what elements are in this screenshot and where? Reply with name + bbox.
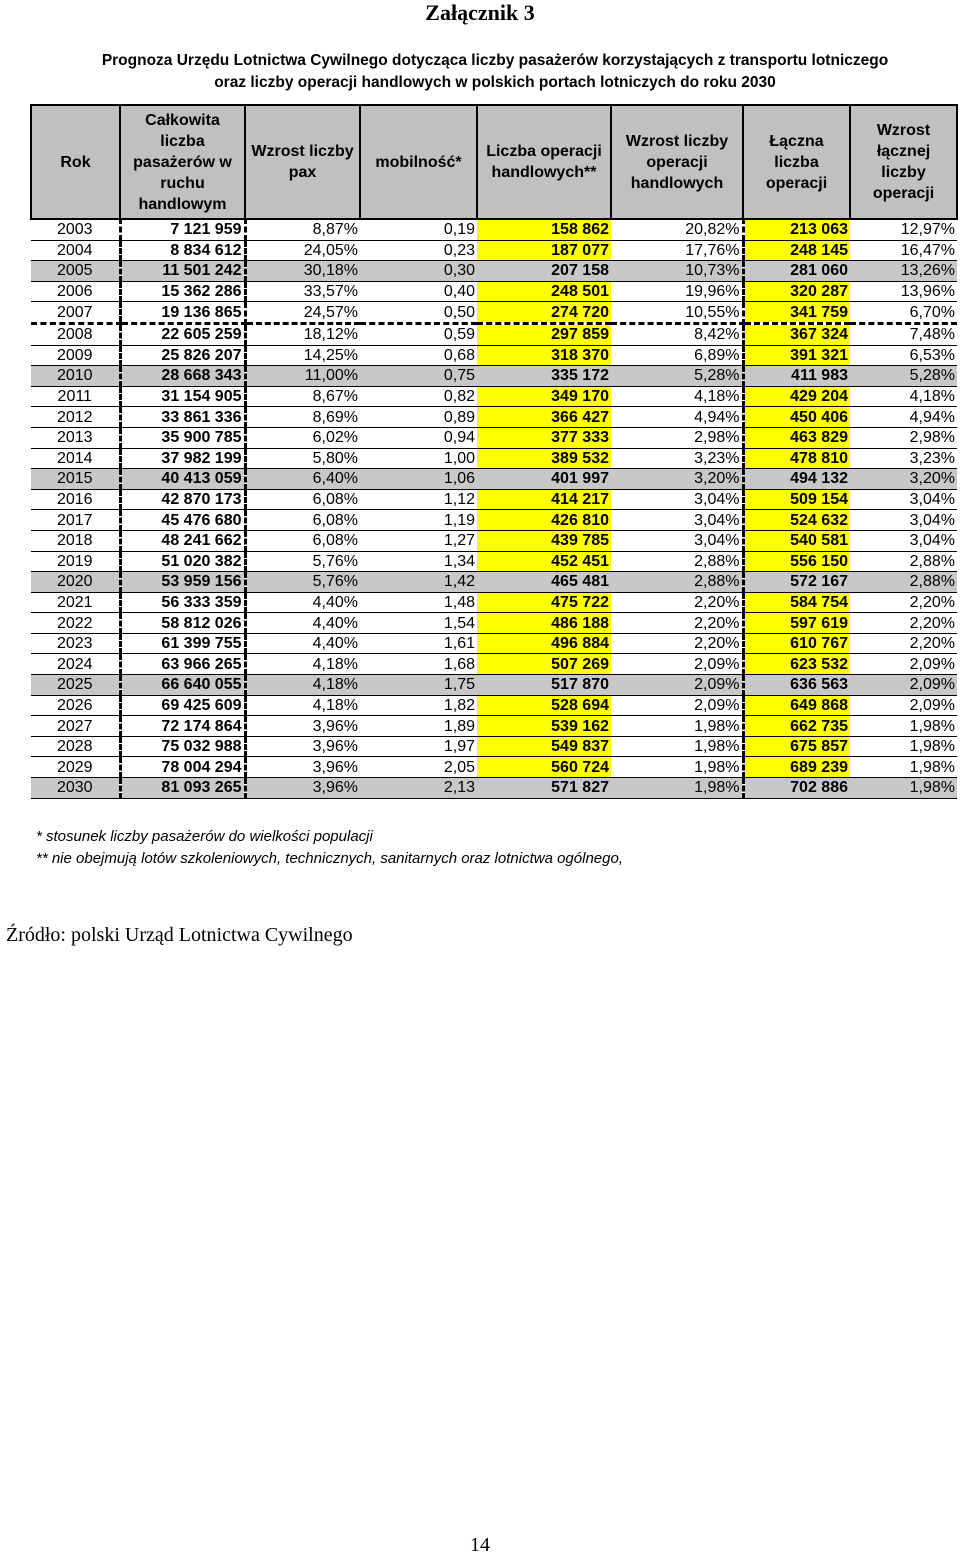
cell-ops-growth: 2,20% [611, 633, 743, 654]
cell-total-ops-growth: 2,09% [850, 675, 957, 696]
cell-total-ops: 213 063 [743, 219, 850, 240]
cell-total-ops: 463 829 [743, 427, 850, 448]
table-row [31, 427, 957, 448]
cell-passengers: 35 900 785 [120, 427, 245, 448]
cell-total-ops-growth: 7,48% [850, 323, 957, 345]
cell-commercial-ops: 414 217 [477, 489, 611, 510]
cell-pax-growth: 6,40% [245, 469, 360, 490]
cell-year: 2024 [31, 654, 120, 675]
cell-commercial-ops: 335 172 [477, 366, 611, 387]
table-row [31, 489, 957, 510]
cell-commercial-ops: 187 077 [477, 240, 611, 261]
cell-passengers: 19 136 865 [120, 302, 245, 324]
footnote-operations: ** nie obejmują lotów szkoleniowych, technicznych, sanitarnych oraz lotnictwa ogólnego, [36, 850, 623, 867]
cell-commercial-ops: 496 884 [477, 633, 611, 654]
cell-mobility: 0,94 [360, 427, 477, 448]
cell-commercial-ops: 297 859 [477, 323, 611, 345]
header-total-ops-growth: Wzrost łącznej liczby operacji [850, 105, 957, 219]
header-ops-growth: Wzrost liczby operacji handlowych [611, 105, 743, 219]
table-row [31, 530, 957, 551]
cell-mobility: 2,13 [360, 778, 477, 799]
cell-pax-growth: 5,76% [245, 551, 360, 572]
cell-total-ops-growth: 2,20% [850, 592, 957, 613]
annex-title: Załącznik 3 [425, 0, 535, 25]
cell-total-ops: 429 204 [743, 386, 850, 407]
cell-commercial-ops: 274 720 [477, 302, 611, 324]
table-row [31, 613, 957, 634]
cell-commercial-ops: 549 837 [477, 736, 611, 757]
footnote-mobility: * stosunek liczby pasażerów do wielkości populacji [36, 828, 373, 845]
cell-pax-growth: 4,18% [245, 695, 360, 716]
cell-pax-growth: 4,40% [245, 613, 360, 634]
cell-total-ops: 540 581 [743, 530, 850, 551]
cell-passengers: 7 121 959 [120, 219, 245, 240]
cell-mobility: 2,05 [360, 757, 477, 778]
cell-year: 2004 [31, 240, 120, 261]
cell-pax-growth: 18,12% [245, 323, 360, 345]
cell-pax-growth: 5,80% [245, 448, 360, 469]
cell-total-ops: 478 810 [743, 448, 850, 469]
cell-total-ops-growth: 16,47% [850, 240, 957, 261]
cell-passengers: 25 826 207 [120, 345, 245, 366]
cell-ops-growth: 20,82% [611, 219, 743, 240]
cell-pax-growth: 6,08% [245, 510, 360, 531]
cell-commercial-ops: 539 162 [477, 716, 611, 737]
table-row [31, 510, 957, 531]
cell-passengers: 75 032 988 [120, 736, 245, 757]
footnotes [36, 826, 623, 870]
cell-total-ops: 636 563 [743, 675, 850, 696]
cell-commercial-ops: 486 188 [477, 613, 611, 634]
cell-passengers: 51 020 382 [120, 551, 245, 572]
header-row [31, 105, 957, 219]
table-row [31, 675, 957, 696]
cell-total-ops-growth: 3,20% [850, 469, 957, 490]
cell-year: 2018 [31, 530, 120, 551]
cell-commercial-ops: 207 158 [477, 261, 611, 282]
cell-commercial-ops: 560 724 [477, 757, 611, 778]
cell-total-ops-growth: 12,97% [850, 219, 957, 240]
cell-year: 2006 [31, 281, 120, 302]
cell-ops-growth: 6,89% [611, 345, 743, 366]
cell-total-ops: 623 532 [743, 654, 850, 675]
cell-total-ops-growth: 1,98% [850, 736, 957, 757]
heading-line-2: oraz liczby operacji handlowych w polskich portach lotniczych do roku 2030 [214, 74, 776, 91]
cell-commercial-ops: 465 481 [477, 572, 611, 593]
cell-passengers: 63 966 265 [120, 654, 245, 675]
cell-mobility: 1,89 [360, 716, 477, 737]
cell-mobility: 1,12 [360, 489, 477, 510]
cell-pax-growth: 4,18% [245, 654, 360, 675]
cell-year: 2015 [31, 469, 120, 490]
cell-mobility: 1,27 [360, 530, 477, 551]
cell-total-ops-growth: 2,88% [850, 551, 957, 572]
cell-total-ops-growth: 2,98% [850, 427, 957, 448]
cell-ops-growth: 2,20% [611, 592, 743, 613]
cell-ops-growth: 2,20% [611, 613, 743, 634]
table-row [31, 261, 957, 282]
cell-commercial-ops: 517 870 [477, 675, 611, 696]
table-row [31, 654, 957, 675]
cell-mobility: 1,19 [360, 510, 477, 531]
cell-ops-growth: 2,88% [611, 572, 743, 593]
table-row [31, 551, 957, 572]
table-row [31, 219, 957, 240]
cell-total-ops: 450 406 [743, 407, 850, 428]
cell-year: 2011 [31, 386, 120, 407]
cell-year: 2022 [31, 613, 120, 634]
cell-ops-growth: 4,18% [611, 386, 743, 407]
cell-total-ops-growth: 2,09% [850, 654, 957, 675]
cell-commercial-ops: 507 269 [477, 654, 611, 675]
cell-total-ops: 411 983 [743, 366, 850, 387]
cell-total-ops-growth: 3,04% [850, 510, 957, 531]
cell-passengers: 37 982 199 [120, 448, 245, 469]
table-row [31, 302, 957, 324]
cell-ops-growth: 8,42% [611, 323, 743, 345]
cell-total-ops: 281 060 [743, 261, 850, 282]
cell-total-ops-growth: 6,70% [850, 302, 957, 324]
cell-ops-growth: 1,98% [611, 778, 743, 799]
cell-passengers: 66 640 055 [120, 675, 245, 696]
cell-passengers: 61 399 755 [120, 633, 245, 654]
cell-total-ops: 248 145 [743, 240, 850, 261]
cell-ops-growth: 2,98% [611, 427, 743, 448]
cell-mobility: 1,00 [360, 448, 477, 469]
cell-ops-growth: 2,09% [611, 695, 743, 716]
cell-passengers: 45 476 680 [120, 510, 245, 531]
cell-year: 2025 [31, 675, 120, 696]
cell-year: 2005 [31, 261, 120, 282]
table-row [31, 407, 957, 428]
source-line: Źródło: polski Urząd Lotnictwa Cywilnego [6, 924, 353, 946]
cell-total-ops-growth: 1,98% [850, 778, 957, 799]
cell-pax-growth: 24,57% [245, 302, 360, 324]
cell-total-ops: 702 886 [743, 778, 850, 799]
cell-passengers: 15 362 286 [120, 281, 245, 302]
cell-ops-growth: 17,76% [611, 240, 743, 261]
cell-mobility: 1,54 [360, 613, 477, 634]
table-row [31, 448, 957, 469]
cell-total-ops: 689 239 [743, 757, 850, 778]
cell-year: 2027 [31, 716, 120, 737]
table-row [31, 716, 957, 737]
cell-pax-growth: 5,76% [245, 572, 360, 593]
table-row [31, 345, 957, 366]
cell-commercial-ops: 349 170 [477, 386, 611, 407]
cell-ops-growth: 2,88% [611, 551, 743, 572]
cell-commercial-ops: 401 997 [477, 469, 611, 490]
cell-mobility: 0,89 [360, 407, 477, 428]
cell-total-ops: 320 287 [743, 281, 850, 302]
cell-mobility: 1,34 [360, 551, 477, 572]
table-row [31, 736, 957, 757]
cell-ops-growth: 2,09% [611, 675, 743, 696]
cell-ops-growth: 1,98% [611, 736, 743, 757]
cell-pax-growth: 3,96% [245, 736, 360, 757]
cell-total-ops: 509 154 [743, 489, 850, 510]
header-commercial-ops: Liczba operacji handlowych** [477, 105, 611, 219]
table-row [31, 386, 957, 407]
cell-year: 2030 [31, 778, 120, 799]
table-row [31, 469, 957, 490]
header-mobility: mobilność* [360, 105, 477, 219]
cell-pax-growth: 4,40% [245, 633, 360, 654]
cell-pax-growth: 3,96% [245, 757, 360, 778]
cell-commercial-ops: 426 810 [477, 510, 611, 531]
heading-line-1: Prognoza Urzędu Lotnictwa Cywilnego dotycząca liczby pasażerów korzystających z transportu lotniczego [101, 52, 889, 69]
cell-mobility: 1,48 [360, 592, 477, 613]
cell-commercial-ops: 389 532 [477, 448, 611, 469]
cell-ops-growth: 3,04% [611, 489, 743, 510]
cell-year: 2029 [31, 757, 120, 778]
cell-commercial-ops: 158 862 [477, 219, 611, 240]
cell-pax-growth: 4,40% [245, 592, 360, 613]
cell-pax-growth: 8,69% [245, 407, 360, 428]
cell-passengers: 40 413 059 [120, 469, 245, 490]
cell-commercial-ops: 571 827 [477, 778, 611, 799]
cell-pax-growth: 33,57% [245, 281, 360, 302]
cell-total-ops-growth: 1,98% [850, 757, 957, 778]
cell-pax-growth: 14,25% [245, 345, 360, 366]
cell-pax-growth: 3,96% [245, 778, 360, 799]
cell-ops-growth: 10,55% [611, 302, 743, 324]
cell-year: 2003 [31, 219, 120, 240]
cell-total-ops: 367 324 [743, 323, 850, 345]
cell-passengers: 11 501 242 [120, 261, 245, 282]
cell-pax-growth: 8,87% [245, 219, 360, 240]
cell-mobility: 0,50 [360, 302, 477, 324]
cell-mobility: 1,06 [360, 469, 477, 490]
cell-mobility: 1,82 [360, 695, 477, 716]
cell-passengers: 53 959 156 [120, 572, 245, 593]
cell-year: 2026 [31, 695, 120, 716]
cell-mobility: 0,40 [360, 281, 477, 302]
cell-passengers: 72 174 864 [120, 716, 245, 737]
cell-mobility: 0,68 [360, 345, 477, 366]
cell-year: 2010 [31, 366, 120, 387]
cell-total-ops-growth: 2,20% [850, 613, 957, 634]
cell-commercial-ops: 528 694 [477, 695, 611, 716]
cell-commercial-ops: 248 501 [477, 281, 611, 302]
cell-commercial-ops: 452 451 [477, 551, 611, 572]
cell-pax-growth: 30,18% [245, 261, 360, 282]
cell-year: 2023 [31, 633, 120, 654]
cell-pax-growth: 4,18% [245, 675, 360, 696]
cell-ops-growth: 10,73% [611, 261, 743, 282]
cell-total-ops: 584 754 [743, 592, 850, 613]
cell-year: 2017 [31, 510, 120, 531]
cell-mobility: 1,42 [360, 572, 477, 593]
cell-total-ops: 662 735 [743, 716, 850, 737]
table-row [31, 323, 957, 345]
cell-year: 2028 [31, 736, 120, 757]
cell-passengers: 69 425 609 [120, 695, 245, 716]
cell-year: 2016 [31, 489, 120, 510]
cell-pax-growth: 24,05% [245, 240, 360, 261]
cell-mobility: 0,59 [360, 323, 477, 345]
cell-total-ops-growth: 3,04% [850, 489, 957, 510]
cell-total-ops: 610 767 [743, 633, 850, 654]
cell-total-ops-growth: 3,23% [850, 448, 957, 469]
table-row [31, 572, 957, 593]
cell-total-ops-growth: 1,98% [850, 716, 957, 737]
cell-year: 2012 [31, 407, 120, 428]
cell-pax-growth: 6,02% [245, 427, 360, 448]
cell-total-ops: 675 857 [743, 736, 850, 757]
cell-mobility: 0,30 [360, 261, 477, 282]
cell-ops-growth: 1,98% [611, 757, 743, 778]
cell-passengers: 56 333 359 [120, 592, 245, 613]
cell-total-ops-growth: 2,88% [850, 572, 957, 593]
cell-total-ops-growth: 2,20% [850, 633, 957, 654]
table-row [31, 778, 957, 799]
table-heading [30, 50, 960, 94]
cell-year: 2008 [31, 323, 120, 345]
cell-passengers: 78 004 294 [120, 757, 245, 778]
cell-mobility: 0,23 [360, 240, 477, 261]
cell-total-ops-growth: 4,94% [850, 407, 957, 428]
cell-ops-growth: 3,23% [611, 448, 743, 469]
cell-total-ops: 649 868 [743, 695, 850, 716]
cell-passengers: 48 241 662 [120, 530, 245, 551]
cell-mobility: 1,61 [360, 633, 477, 654]
cell-mobility: 0,82 [360, 386, 477, 407]
cell-ops-growth: 1,98% [611, 716, 743, 737]
cell-passengers: 42 870 173 [120, 489, 245, 510]
table-row [31, 695, 957, 716]
cell-pax-growth: 6,08% [245, 530, 360, 551]
cell-passengers: 28 668 343 [120, 366, 245, 387]
cell-commercial-ops: 366 427 [477, 407, 611, 428]
header-total-ops: Łączna liczba operacji [743, 105, 850, 219]
cell-total-ops-growth: 13,26% [850, 261, 957, 282]
cell-year: 2019 [31, 551, 120, 572]
cell-passengers: 8 834 612 [120, 240, 245, 261]
cell-ops-growth: 3,04% [611, 530, 743, 551]
cell-total-ops-growth: 6,53% [850, 345, 957, 366]
cell-ops-growth: 3,20% [611, 469, 743, 490]
cell-total-ops-growth: 2,09% [850, 695, 957, 716]
cell-total-ops: 391 321 [743, 345, 850, 366]
cell-commercial-ops: 439 785 [477, 530, 611, 551]
table-row [31, 757, 957, 778]
header-year: Rok [31, 105, 120, 219]
page-number: 14 [470, 1534, 490, 1556]
cell-year: 2014 [31, 448, 120, 469]
cell-passengers: 58 812 026 [120, 613, 245, 634]
cell-total-ops: 597 619 [743, 613, 850, 634]
cell-total-ops: 494 132 [743, 469, 850, 490]
cell-commercial-ops: 318 370 [477, 345, 611, 366]
cell-commercial-ops: 377 333 [477, 427, 611, 448]
cell-commercial-ops: 475 722 [477, 592, 611, 613]
cell-passengers: 33 861 336 [120, 407, 245, 428]
cell-total-ops-growth: 3,04% [850, 530, 957, 551]
cell-mobility: 0,75 [360, 366, 477, 387]
table-row [31, 592, 957, 613]
cell-total-ops-growth: 4,18% [850, 386, 957, 407]
cell-total-ops: 556 150 [743, 551, 850, 572]
table-row [31, 366, 957, 387]
cell-mobility: 1,68 [360, 654, 477, 675]
cell-year: 2013 [31, 427, 120, 448]
cell-mobility: 1,97 [360, 736, 477, 757]
cell-ops-growth: 19,96% [611, 281, 743, 302]
table-row [31, 240, 957, 261]
cell-total-ops-growth: 13,96% [850, 281, 957, 302]
cell-year: 2020 [31, 572, 120, 593]
cell-passengers: 81 093 265 [120, 778, 245, 799]
cell-mobility: 1,75 [360, 675, 477, 696]
cell-ops-growth: 3,04% [611, 510, 743, 531]
cell-pax-growth: 8,67% [245, 386, 360, 407]
cell-passengers: 31 154 905 [120, 386, 245, 407]
cell-mobility: 0,19 [360, 219, 477, 240]
cell-ops-growth: 4,94% [611, 407, 743, 428]
cell-year: 2021 [31, 592, 120, 613]
cell-total-ops: 341 759 [743, 302, 850, 324]
cell-total-ops-growth: 5,28% [850, 366, 957, 387]
cell-year: 2007 [31, 302, 120, 324]
header-pax-growth: Wzrost liczby pax [245, 105, 360, 219]
forecast-table [30, 104, 958, 799]
cell-ops-growth: 2,09% [611, 654, 743, 675]
cell-pax-growth: 3,96% [245, 716, 360, 737]
cell-pax-growth: 11,00% [245, 366, 360, 387]
cell-ops-growth: 5,28% [611, 366, 743, 387]
cell-year: 2009 [31, 345, 120, 366]
table-row [31, 281, 957, 302]
cell-passengers: 22 605 259 [120, 323, 245, 345]
header-passengers: Całkowita liczba pasażerów w ruchu handlowym [120, 105, 245, 219]
cell-total-ops: 572 167 [743, 572, 850, 593]
cell-pax-growth: 6,08% [245, 489, 360, 510]
cell-total-ops: 524 632 [743, 510, 850, 531]
table-row [31, 633, 957, 654]
